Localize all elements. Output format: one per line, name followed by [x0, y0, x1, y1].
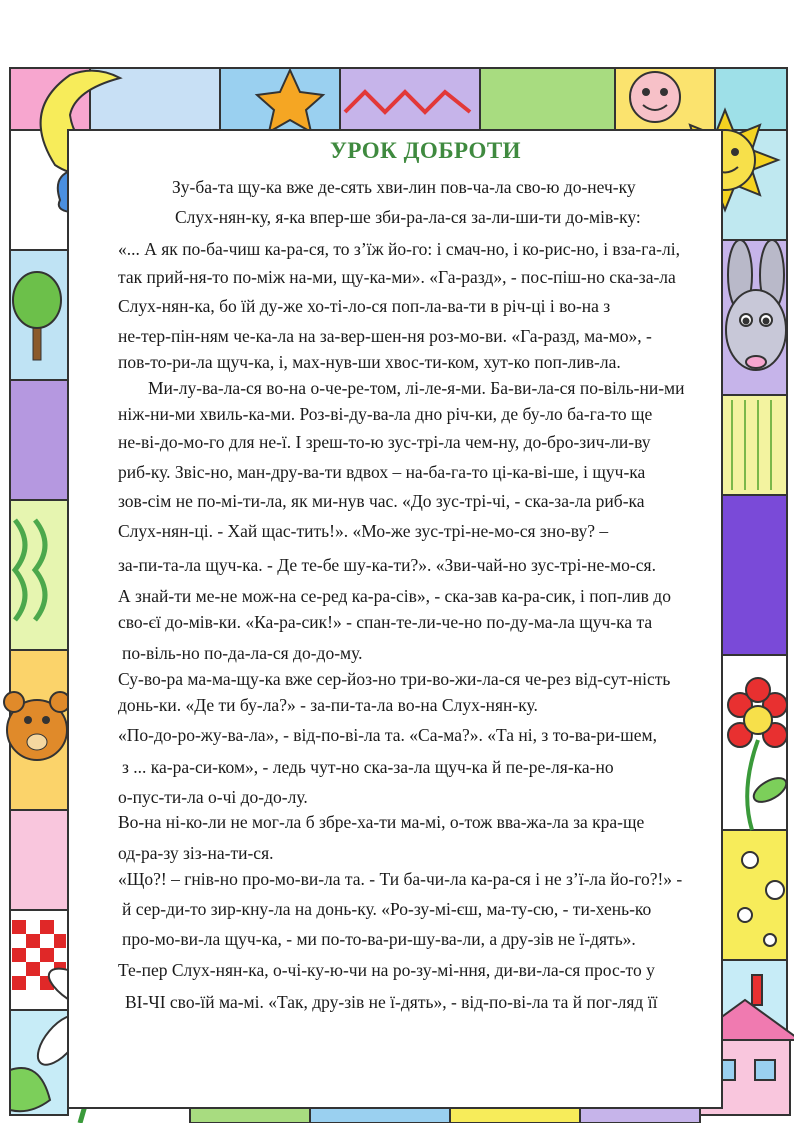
- text-line: з ... ка-ра-си-ком», - ледь чут-но ска-за-ла щуч-ка й пе-ре-ля-ка-но: [122, 757, 614, 777]
- text-line: пов-то-ри-ла щуч-ка, і, мах-нув-ши хвос-ти-ком, хут-ко поп-лив-ла.: [118, 352, 621, 372]
- bottom-border: [190, 1108, 700, 1123]
- text-line: не-тер-пін-ням че-ка-ла на за-вер-шен-ня роз-мо-ви. «Га-разд, ма-мо», -: [118, 326, 652, 346]
- text-line: «... А як по-ба-чиш ка-ра-ся, то з’їж йо-го: і смач-но, і ко-рис-но, і вза-га-лі,: [118, 239, 680, 259]
- text-line: «По-до-ро-жу-ва-ла», - від-по-ві-ла та. «Са-ма?». «Та ні, з то-ва-ри-шем,: [118, 725, 657, 745]
- text-line: так прий-ня-то по-між на-ми, щу-ка-ми». «Га-разд», - пос-піш-но ска-за-ла: [118, 267, 676, 287]
- baby-face-icon: [630, 72, 680, 122]
- text-line: Те-пер Слух-нян-ка, о-чі-ку-ю-чи на ро-зу-мі-ння, ди-ви-ла-ся прос-то у: [118, 960, 655, 980]
- page-title: УРОК ДОБРОТИ: [330, 138, 522, 163]
- text-line: А знай-ти ме-не мож-на се-ред ка-ра-сів», - ска-зав ка-ра-сик, і поп-лив до: [118, 586, 671, 606]
- text-line: зов-сім не по-мі-ти-ла, як ми-нув час. «До зус-трі-чі, - ска-за-ла риб-ка: [118, 491, 645, 511]
- text-line: Су-во-ра ма-ма-щу-ка вже сер-йоз-но три-во-жи-ла-ся че-рез від-сут-ність: [118, 669, 671, 689]
- text-line: риб-ку. Звіс-но, ман-дру-ва-ти вдвох – на-ба-га-то ці-ка-ві-ше, і щуч-ка: [118, 462, 646, 482]
- text-line: не-ві-до-мо-го для не-ї. І зреш-то-ю зус-трі-ла чем-ну, до-бро-зич-ли-ву: [118, 432, 651, 452]
- text-line: донь-ки. «Де ти бу-ла?» - за-пи-та-ла во-на Слух-нян-ку.: [118, 695, 538, 715]
- text-line: Во-на ні-ко-ли не мог-ла б збре-ха-ти ма-мі, о-тож вва-жа-ла за кра-ще: [118, 812, 645, 832]
- text-line: ВІ-ЧІ сво-їй ма-мі. «Так, дру-зів не ї-дять», - від-по-ві-ла та й пог-ляд її: [125, 992, 658, 1012]
- text-line: Слух-нян-ку, я-ка впер-ше зби-ра-ла-ся за-ли-ши-ти до-мів-ку:: [175, 207, 641, 227]
- text-line: о-пус-ти-ла о-чі до-до-лу.: [118, 787, 308, 807]
- text-line: про-мо-ви-ла щуч-ка, - ми по-то-ва-ри-шу-ва-ли, а дру-зів не ї-дять».: [122, 929, 636, 949]
- text-line: Зу-ба-та щу-ка вже де-сять хви-лин пов-ча-ла сво-ю до-неч-ку: [172, 177, 636, 197]
- text-line: й сер-ди-то зир-кну-ла на донь-ку. «Ро-зу-мі-єш, ма-ту-сю, - ти-хень-ко: [122, 899, 652, 919]
- text-line: ніж-ни-ми хвиль-ка-ми. Роз-ві-ду-ва-ла дно річ-ки, де бу-ло ба-га-то ще: [118, 404, 653, 424]
- text-line: сво-єї до-мів-ки. «Ка-ра-сик!» - спан-те-ли-че-но по-ду-ма-ла щуч-ка та: [118, 612, 653, 632]
- text-line: Слух-нян-ці. - Хай щас-тить!». «Мо-же зус-трі-не-мо-ся зно-ву? –: [118, 521, 609, 541]
- text-line: по-віль-но по-да-ла-ся до-до-му.: [122, 643, 363, 663]
- text-line: Ми-лу-ва-ла-ся во-на о-че-ре-том, лі-ле-я-ми. Ба-ви-ла-ся по-віль-ни-ми: [148, 378, 685, 398]
- bear-icon: [4, 692, 70, 760]
- text-line: од-ра-зу зіз-на-ти-ся.: [118, 843, 274, 863]
- text-line: за-пи-та-ла щуч-ка. - Де те-бе шу-ка-ти?». «Зви-чай-но зус-трі-не-мо-ся.: [118, 555, 656, 575]
- text-line: «Що?! – гнів-но про-мо-ви-ла та. - Ти ба-чи-ла ка-ра-ся і не з’ї-ла йо-го?!» -: [118, 869, 683, 889]
- text-line: Слух-нян-ка, бо їй ду-же хо-ті-ло-ся поп-ла-ва-ти в річ-ці і во-на з: [118, 296, 611, 316]
